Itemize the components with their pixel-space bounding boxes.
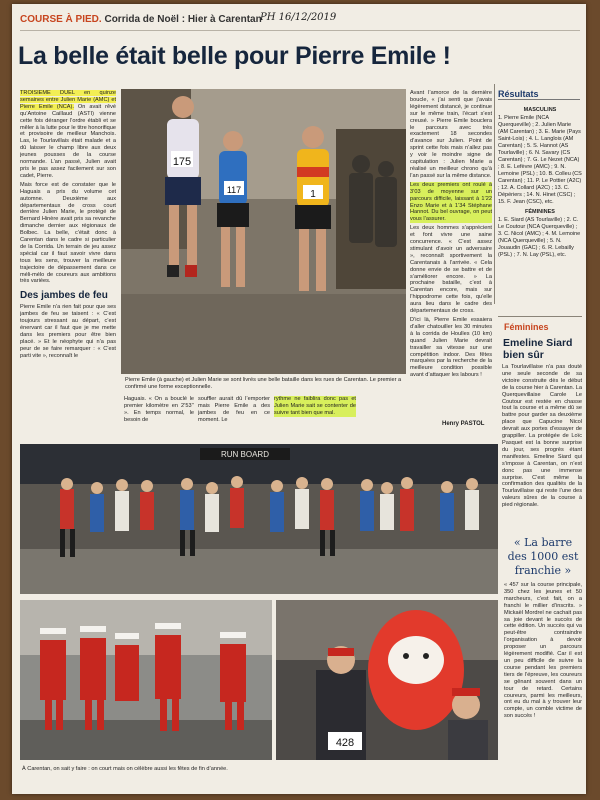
right-bottom-text: « 457 sur la course principale, 350 chez les jeunes et 50 marcheurs, c’est fait, on a franchi le millier d’inscrits. » Mickaël Mordrel ne cachait pas sa joie devant le succès de cette édition. Un succès qui va peut-être contraindre l’organisation à devoir proposer un parcours légèrement modifié. Car il est un peu difficile de suivre la course pendant les premiers tiers de l’épreuve, les coureurs se gênant souvent dans un tour de retard. Certains coureurs, parmi les meilleurs, ont eu du mal à y trouver leur compte, un comble victime de son succès ! <box>504 582 582 720</box>
section-header <box>20 14 580 31</box>
article-column-5 <box>410 90 492 390</box>
col2-text: Haguais. « On a bouclé le premier kilomètre en 2’53’’ ». En temps normal, le besoin de <box>124 396 194 423</box>
column-divider <box>494 84 495 304</box>
bib-1: 1 <box>310 189 316 200</box>
section-divider <box>498 316 582 317</box>
article-column-right-bottom <box>504 582 582 772</box>
article-column-1 <box>20 90 116 390</box>
section-rubric: Corrida de Noël : Hier à Carentan <box>104 14 262 25</box>
author-signature: Henry PASTOL <box>442 421 485 427</box>
headline: La belle était belle pour Pierre Emile ! <box>18 42 451 70</box>
results-masculins-title: MASCULINS <box>523 107 557 113</box>
article-column-3 <box>198 396 270 436</box>
banner-text: RUN BOARD <box>220 450 270 459</box>
main-photo-caption: Pierre Emile (à gauche) et Julien Marie se sont livrés une belle bataille dans les rues de Carentan. Le premier a confirmé une forme exceptionnelle. <box>125 377 402 390</box>
col3-text: souffler aurait dû l’emporter mais Pierre Emile a des jambes de feu en ce moment. Le <box>198 396 270 423</box>
col4-text: rythme ne faiblira donc pas et Julien Marie sait se contenter de suivre tant bien que mal. <box>274 396 356 416</box>
feminines-kicker: Féminines <box>504 322 549 332</box>
handwritten-date: PH 16/12/2019 <box>260 12 337 23</box>
results-title: Résultats <box>498 89 580 100</box>
feminines-article <box>502 364 582 524</box>
newspaper-page <box>12 4 586 794</box>
results-masculins: 1. Pierre Emile (NCA Querqueville) ; 2. Julien Marie (AM Carentan) ; 3. E. Marie (Pays Saint-Lois) ; 4. L. Langlois (AM Carentan) ; 5. S. Hannot (AS Tourlaville) ; 6. N. Savary (CS Carentan) ; 7. G. Le Nezet (NCA) ; 8. E. Lefèvre (AMC) ; 9. N. Lemoine (PSL) ; 10. B. Colleu (CS Carentan) ; 11. P. Le Pottier (A2C) ; 12. A. Collard (A2C) ; 13. C. Dépériers ; 14. N. Hinet (CSC) ; 15. F. Jean (CSC), etc. <box>498 115 582 205</box>
subheading: Des jambes de feu <box>20 290 108 302</box>
col5-text-2: Les deux premiers ont roulé à 3’03 de moyenne sur un parcours difficile, laissant à 1’22 Enzo Marie et à 1’34 Stéphane Hannot. Du bel ouvrage, on peut vous l’assurer. <box>410 181 492 223</box>
bottom-photo-caption: À Carentan, on sait y faire : on court mais on célèbre aussi les fêtes de fin d’année. <box>22 766 228 772</box>
pull-quote: « La barre des 1000 est franchie » <box>507 536 579 577</box>
col5-text-4: D’ici là, Pierre Emile essaiera d’aller chatouiller les 30 minutes à la corrida de Houlles (10 km) quand Julien Marie devrait travailler sa vitesse sur une compétition indoor. Des fêtes marquées par la recherche de la meilleure condition possible avant d’attaquer les labours ! <box>410 317 492 379</box>
article-column-4 <box>274 396 356 436</box>
photo-santa-runners <box>20 600 272 760</box>
col1-text-1: On avait rêvé qu’Antoine Caillaud (ASTI) vienne cette fois déranger l’ordre établi et se mêler à la lutte pour le titre honorifique et provisoire de meilleur Manchois. Las, le Tourlavillais était malade et a dû laisser le champ libre aux deux jeunes pousses de la course normande. L’an passé, Julien avait pris le pas assez facilement sur son cadet, Pierre. <box>20 103 116 179</box>
photo-runners-duel <box>121 89 406 374</box>
results-box <box>498 104 582 259</box>
article-column-2 <box>124 396 194 436</box>
col5-text-3: Les deux hommes s’apprécient et font vivre une saine concurrence. « C’est assez stimulant d’avoir un adversaire », reconnaît sportivement la Carentanais à l’arrivée. « Cela donne envie de se battre et de s’améliorer encore. » La prochaine bataille, c’est à Carentan encore, mais sur l’hippodrome cette fois, qu’elle aura lieu dans le cadre des départementaux de cross. <box>410 225 492 315</box>
bib-428: 428 <box>335 737 355 749</box>
col5-text-1: Avant l’amorce de la dernière boucle, « j’ai senti que j’avais légèrement distancé, je continue sur le même train, l’écart s’est creusé. » Pierre Emile bouclera le parcours avec très exactement 18 secondes d’avance sur Julien. Point de sprint cette fois mais n’allez pas y voir le moindre signe de capitulation : Julien Marie a réalisé un meilleur chrono qu’à l’an passé sur la même distance. <box>410 90 492 179</box>
photo-race-start <box>20 444 498 594</box>
results-feminines: 1. E. Siard (AS Tourlaville) ; 2. C. Le Coutour (NCA Querqueville) ; 3. C. Nicol (AMC) ; 4. M. Lemoine (NCA Querqueville) ; 5. N. Jouaudin (GAC) ; 6. R. Lebailly (PSL) ; 7. N. Lay (PSL), etc. <box>498 217 581 258</box>
results-feminines-title: FÉMININES <box>525 209 555 215</box>
bib-175: 175 <box>172 156 192 168</box>
feminines-text: La Tourlavillaise n’a pas douté une seule seconde de sa victoire construite dès le début de la course hier à Carentan. La Querquevillaise Carole Le Coutour est restée en chasse tout la course et a même dû se battre pour garder sa deuxième place que Capucine Nicol devrait aux portes d’essayer de grappiller. La protégée de Loïc Pasquet est la bonne surprise du jour, ses progrès étant manifestes. Emeline Siard qui s’impose à Carentan, on n’est donc pas une immense surprise. C’est même la confirmation des qualités de la Tourlavillaise qui reste l’une des valeurs sûres de la course à pied régionale. <box>502 364 582 509</box>
section-kicker: COURSE À PIED. <box>20 14 102 25</box>
feminines-title: Emeline Siard bien sûr <box>503 337 573 361</box>
photo-mascot-kids <box>276 600 498 760</box>
lead-highlight: TROISIÈME DUEL en quinze semaines entre Julien Marie (AMC) et Pierre Emile (NCA). <box>20 90 116 110</box>
col1-text-3: Pierre Emile n’a rien fait pour que ses jambes de feu se taisent : « C’est toujours stressant au départ, c’est énervant car il faut que je me mette dans les premiers pour être bien placé. » Et le néophyte qui n’a pas peur de se faire remarquer : « C’est parti vite », reconnaît le <box>20 304 116 359</box>
col1-text-2: Mais force est de constater que le Haguais a pris du volume cet automne. Deuxième aux départementaux de cross court derrière Julien Marie, le protégé de Bernard Hinère avait pris sa revanche dimanche dernier aux régionaux de Bolbec. La belle, c’était donc à Carentan dans le cadre si particulier de la Corrida. Un terrain de jeu assez spécial car il faut savoir vivre dans tous les sens, trouver la meilleure trajectoire de dépassement dans ce méli-mélo de coureurs aux ambitions très variées. <box>20 181 116 285</box>
bib-117: 117 <box>226 185 242 195</box>
